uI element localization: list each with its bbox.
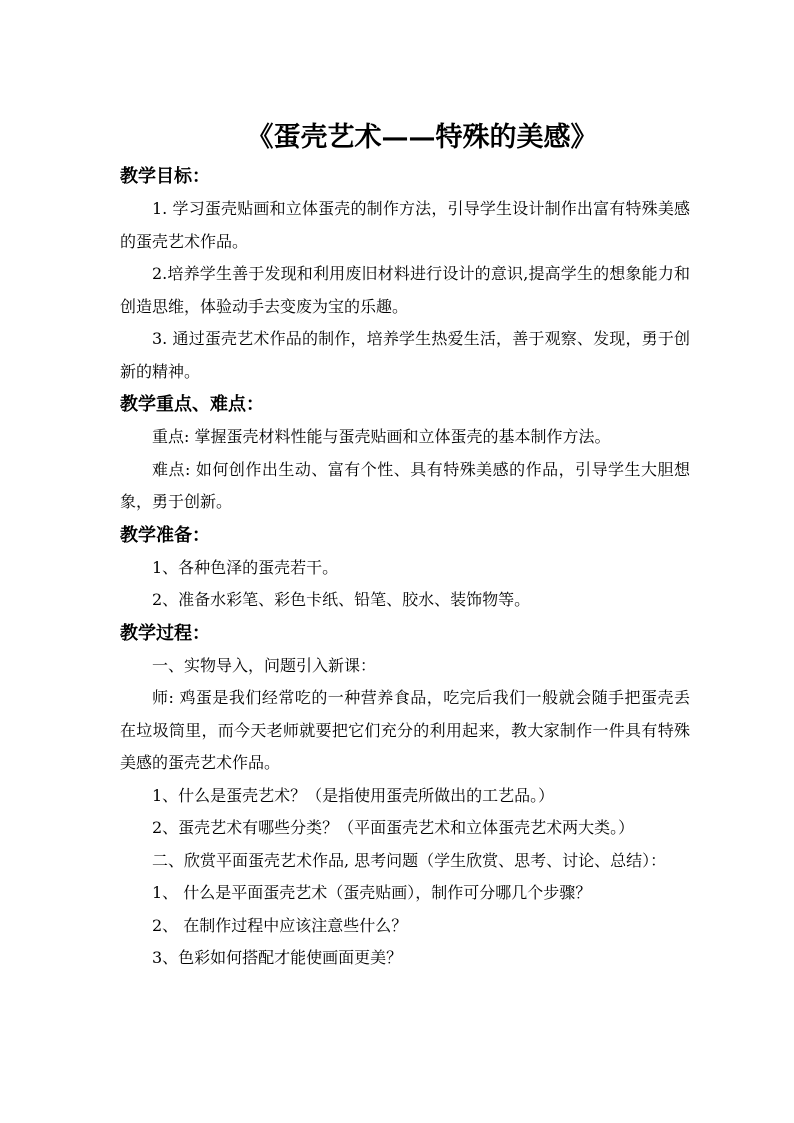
difficult-point-item: 难点: 如何创作出生动、富有个性、具有特殊美感的作品，引导学生大胆想象，勇于创新。 bbox=[120, 459, 690, 511]
process-item-4: 2、蛋壳艺术有哪些分类？（平面蛋壳艺术和立体蛋壳艺术两大类。） bbox=[152, 818, 635, 837]
key-point-item: 重点: 掌握蛋壳材料性能与蛋壳贴画和立体蛋壳的基本制作方法。 bbox=[152, 427, 611, 446]
process-item-7: 2、 在制作过程中应该注意些什么？ bbox=[152, 915, 408, 935]
process-item-1: 一、实物导入，问题引入新课： bbox=[152, 655, 377, 675]
goal-item-3: 3. 通过蛋壳艺术作品的制作，培养学生热爱生活，善于观察、发现，勇于创新的精神。 bbox=[120, 329, 690, 381]
goal-item-2: 2.培养学生善于发现和利用废旧材料进行设计的意识,提高学生的想象能力和创造思维，体验动手去变废为宝的乐趣。 bbox=[120, 264, 690, 316]
preparation-item-2: 2、准备水彩笔、彩色卡纸、铅笔、胶水、装饰物等。 bbox=[152, 590, 531, 609]
process-item-2: 师: 鸡蛋是我们经常吃的一种营养食品，吃完后我们一般就会随手把蛋壳丢在垃圾筒里，而今天老师就要把它们充分的利用起来，教大家制作一件具有特殊美感的蛋壳艺术作品。 bbox=[120, 688, 690, 772]
section-heading-key-points: 教学重点、难点： bbox=[120, 394, 264, 415]
preparation-item-1: 1、各种色泽的蛋壳若干。 bbox=[152, 557, 339, 577]
section-heading-goals: 教学目标： bbox=[120, 166, 210, 187]
document-title: 《蛋壳艺术——特殊的美感》 bbox=[246, 122, 598, 153]
goal-item-1: 1. 学习蛋壳贴画和立体蛋壳的制作方法，引导学生设计制作出富有特殊美感的蛋壳艺术作品。 bbox=[120, 199, 690, 251]
section-heading-process: 教学过程： bbox=[120, 622, 210, 644]
process-item-8: 3、色彩如何搭配才能使画面更美？ bbox=[152, 948, 403, 967]
process-item-5: 二、欣赏平面蛋壳艺术作品, 思考问题（学生欣赏、思考、讨论、总结）： bbox=[152, 850, 667, 870]
section-heading-preparation: 教学准备： bbox=[120, 524, 210, 546]
process-item-6: 1、 什么是平面蛋壳艺术（蛋壳贴画），制作可分哪几个步骤？ bbox=[152, 883, 592, 902]
document-body bbox=[120, 160, 690, 975]
process-item-3: 1、什么是蛋壳艺术？（是指使用蛋壳所做出的工艺品。） bbox=[152, 785, 555, 805]
